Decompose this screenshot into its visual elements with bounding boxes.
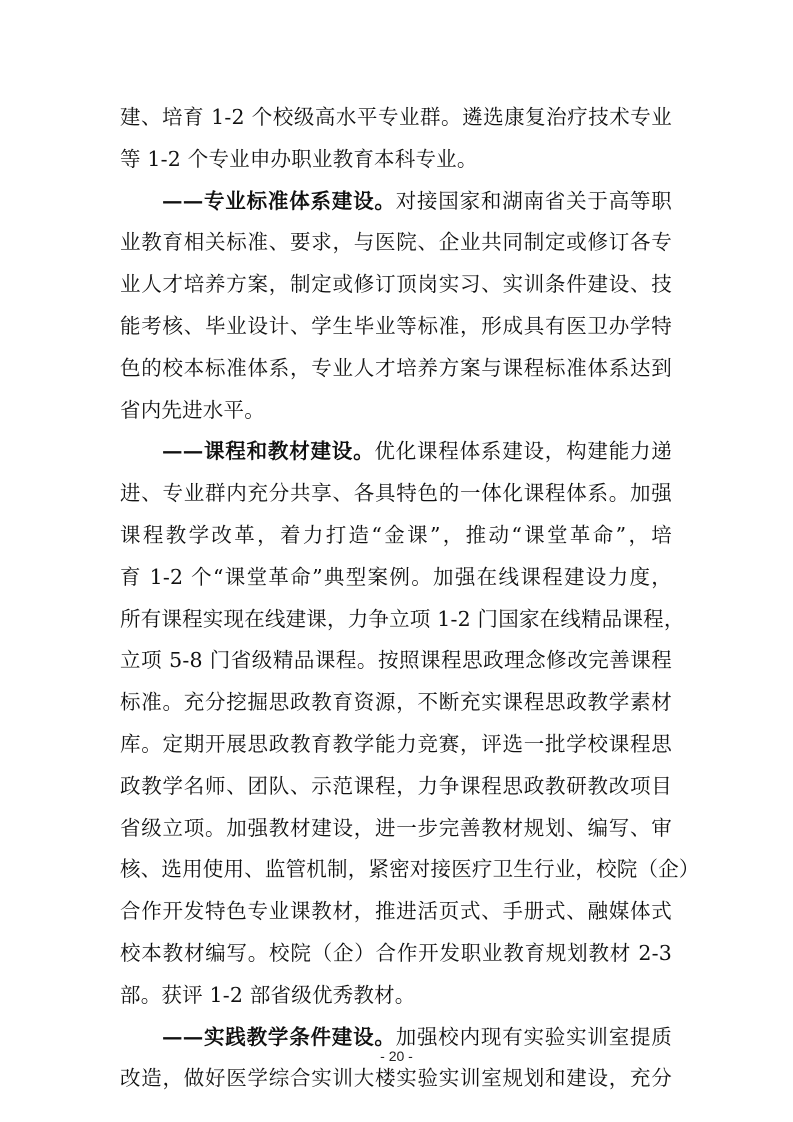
text-line: 业人才培养方案，制定或修订顶岗实习、实训条件建设、技 xyxy=(120,272,672,297)
text-line: 标准。充分挖掘思政教育资源，不断充实课程思政教学素材 xyxy=(120,690,672,715)
text-line: 校本教材编写。校院（企）合作开发职业教育规划教材 2-3 xyxy=(120,941,672,965)
section-heading-professional-standards: ——专业标准体系建设。 xyxy=(162,188,396,213)
section-heading-line xyxy=(162,184,672,218)
text-line: 所有课程实现在线建课，力争立项 1-2 门国家在线精品课程， xyxy=(120,606,685,631)
text-line: 课程教学改革，着力打造“金课”，推动“课堂革命”，培 xyxy=(120,523,672,547)
section-heading-curriculum-textbooks: ——课程和教材建设。 xyxy=(162,439,375,464)
text-run: 优化课程体系建设，构建能力递 xyxy=(374,439,672,464)
text-line: 核、选用使用、监管机制，紧密对接医疗卫生行业，校院（企） xyxy=(120,857,700,882)
text-line: 省级立项。加强教材建设，进一步完善教材规划、编写、审 xyxy=(120,815,672,840)
text-run: 对接国家和湖南省关于高等职 xyxy=(395,188,672,213)
text-line: 能考核、毕业设计、学生毕业等标准，形成具有医卫办学特 xyxy=(120,314,672,338)
text-line: 合作开发特色专业课教材，推进活页式、手册式、融媒体式 xyxy=(120,899,672,924)
section-heading-line xyxy=(162,434,672,468)
page-number: - 20 - xyxy=(380,1048,413,1064)
text-line: 业教育相关标准、要求，与医院、企业共同制定或修订各专 xyxy=(120,230,672,255)
text-line: 政教学名师、团队、示范课程，力争课程思政教研教改项目 xyxy=(120,773,672,798)
text-line: 进、专业群内充分共享、各具特色的一体化课程体系。加强 xyxy=(120,481,672,506)
section-heading-practical-teaching: ——实践教学条件建设。 xyxy=(162,1024,396,1049)
text-line: 库。定期开展思政教育教学能力竞赛，评选一批学校课程思 xyxy=(120,732,672,756)
text-line: 部。获评 1-2 部省级优秀教材。 xyxy=(120,982,416,1007)
text-run: 加强校内现有实验实训室提质 xyxy=(395,1024,672,1049)
text-line: 省内先进水平。 xyxy=(120,397,265,422)
text-line: 育 1-2 个“课堂革命”典型案例。加强在线课程建设力度， xyxy=(120,564,672,589)
text-line: 色的校本标准体系，专业人才培养方案与课程标准体系达到 xyxy=(120,355,672,380)
text-line: 改造，做好医学综合实训大楼实验实训室规划和建设，充分 xyxy=(120,1066,672,1091)
text-line: 立项 5-8 门省级精品课程。按照课程思政理念修改完善课程 xyxy=(120,648,672,673)
text-line: 建、培育 1-2 个校级高水平专业群。遴选康复治疗技术专业 xyxy=(120,105,672,129)
text-line: 等 1-2 个专业申办职业教育本科专业。 xyxy=(120,146,478,171)
